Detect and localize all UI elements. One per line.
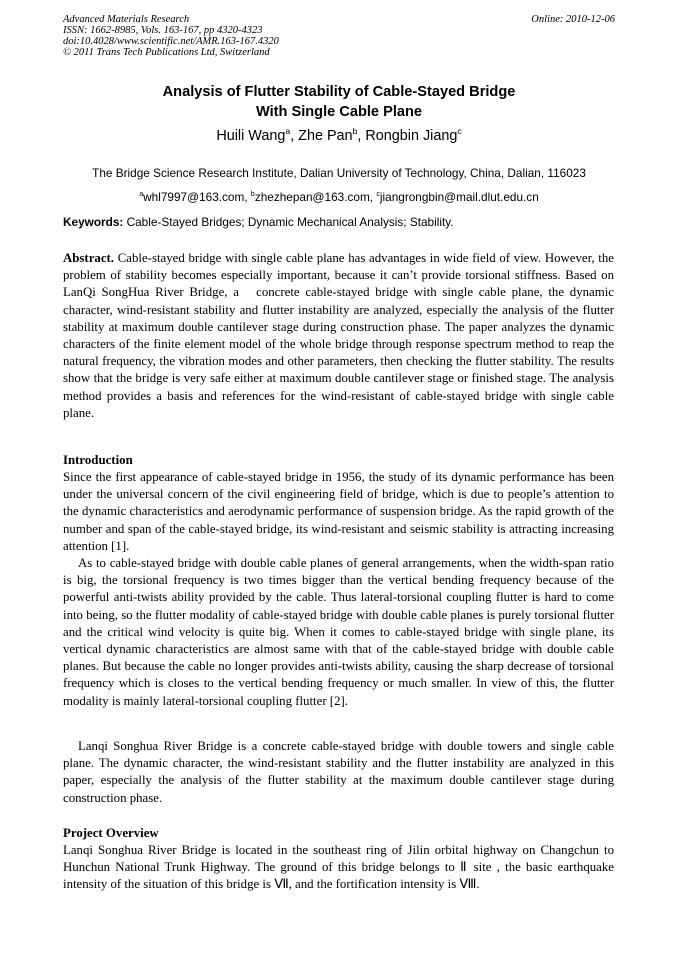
author-mark: a <box>285 125 291 136</box>
email-separator: , <box>369 190 377 204</box>
paper-title <box>63 82 615 122</box>
email-mark: a <box>139 190 144 199</box>
title-line-2: With Single Cable Plane <box>255 104 423 120</box>
journal-name: Advanced Materials Research <box>63 14 190 25</box>
doi-line: doi:10.4028/www.scientific.net/AMR.163-167.4320 <box>63 36 279 47</box>
author-separator: , <box>290 128 299 144</box>
author-mark: c <box>457 125 462 136</box>
abstract <box>63 250 614 422</box>
email-link[interactable]: whl7997@163.com <box>143 190 245 204</box>
email-mark: b <box>250 190 255 199</box>
author-name: Huili Wang <box>216 128 286 144</box>
abstract-text: Cable-stayed bridge with single cable plane has advantages in wide field of view. However, the problem of stability becomes especially important, because it can’t provide torsional stiffness. Based on LanQi SongHua River Bridge, a concrete cable-stayed bridge with single cable plane, the dynamic character, wind-resistant stability and flutter instability are analyzed, especially the analysis of the flutter stability at maximum double cantilever stage during construction phase. The paper analyzes the dynamic characters of the finite element model of the whole bridge through response spectrum method to reap the natural frequency, the vibration modes and other parameters, then checking the flutter stability. The results show that the bridge is very safe either at maximum double cantilever stage or finished stage. The analysis method provides a basis and references for the wind-resistant of cable-stayed bridge with single cable plane. <box>63 251 614 420</box>
affiliation: The Bridge Science Research Institute, Dalian University of Technology, China, Dalian, 116023 <box>92 166 586 180</box>
author-list <box>63 126 615 146</box>
online-date: Online: 2010-12-06 <box>531 14 615 25</box>
author-name: Zhe Pan <box>298 128 353 144</box>
title-line-1: Analysis of Flutter Stability of Cable-Stayed Bridge <box>162 84 516 100</box>
author-name: Rongbin Jiang <box>365 128 458 144</box>
keywords-label: Keywords: <box>63 215 124 229</box>
introduction-paragraph-1: Since the first appearance of cable-stayed bridge in 1956, the study of its dynamic performance has been under the universal concern of the civil engineering field of bridge, which is due to people’s attention to the dynamic characteristics and aerodynamic performance of suspension bridge. As the rapid growth of the number and span of the cable-stayed bridge, its wind-resistant and seismic stability is attracting increasing attention [1]. <box>63 470 614 553</box>
author-mark: b <box>352 125 358 136</box>
introduction-paragraph-2: As to cable-stayed bridge with double cable planes of general arrangements, when the width-span ratio is big, the torsional frequency is two times bigger than the vertical bending frequency because of the powerful anti-twists ability provided by the cable. Thus lateral-torsional coupling flutter is hard to come into being, so the flutter modality of cable-stayed bridge with double cable planes is purely torsional flutter and the critical wind velocity is quite big. When it comes to cable-stayed bridge with single plane, its vertical dynamic characteristics are almost same with that of the cable-stayed bridge with double cable planes. But because the cable no longer provides anti-twists ability, causing the sharp decrease of torsional frequency which is closes to the vertical bending frequency or much smaller. In view of this, the flutter modality is mainly lateral-torsional coupling flutter [2]. <box>63 556 614 708</box>
section-heading-project-overview: Project Overview <box>63 826 159 840</box>
project-overview-paragraph: Lanqi Songhua River Bridge is located in the southeast ring of Jilin orbital highway on Changchun to Hunchun National Trunk Highway. The ground of this bridge belongs to Ⅱ site , the basic earthquake intensity of the situation of this bridge is Ⅶ, and the fortification intensity is Ⅷ. <box>63 843 614 892</box>
issn-line: ISSN: 1662-8985, Vols. 163-167, pp 4320-4323 <box>63 25 263 36</box>
keywords <box>63 214 615 230</box>
author-separator: , <box>357 128 366 144</box>
email-separator: , <box>244 190 251 204</box>
email-mark: c <box>376 190 380 199</box>
copyright-line: © 2011 Trans Tech Publications Ltd, Switzerland <box>63 47 270 58</box>
section-heading-introduction: Introduction <box>63 453 133 467</box>
abstract-label: Abstract. <box>63 251 115 265</box>
email-link[interactable]: zhezhepan@163.com <box>254 190 370 204</box>
journal-header <box>63 14 279 58</box>
introduction-paragraph-3: Lanqi Songhua River Bridge is a concrete cable-stayed bridge with double towers and single cable plane. The dynamic character, the wind-resistant stability and the flutter instability are analyzed in this paper, especially the analysis of the flutter stability at the maximum double cantilever stage during construction phase. <box>63 739 614 805</box>
email-link[interactable]: jiangrongbin@mail.dlut.edu.cn <box>379 190 539 204</box>
email-list <box>63 189 615 205</box>
keywords-text: Cable-Stayed Bridges; Dynamic Mechanical Analysis; Stability. <box>123 215 454 229</box>
